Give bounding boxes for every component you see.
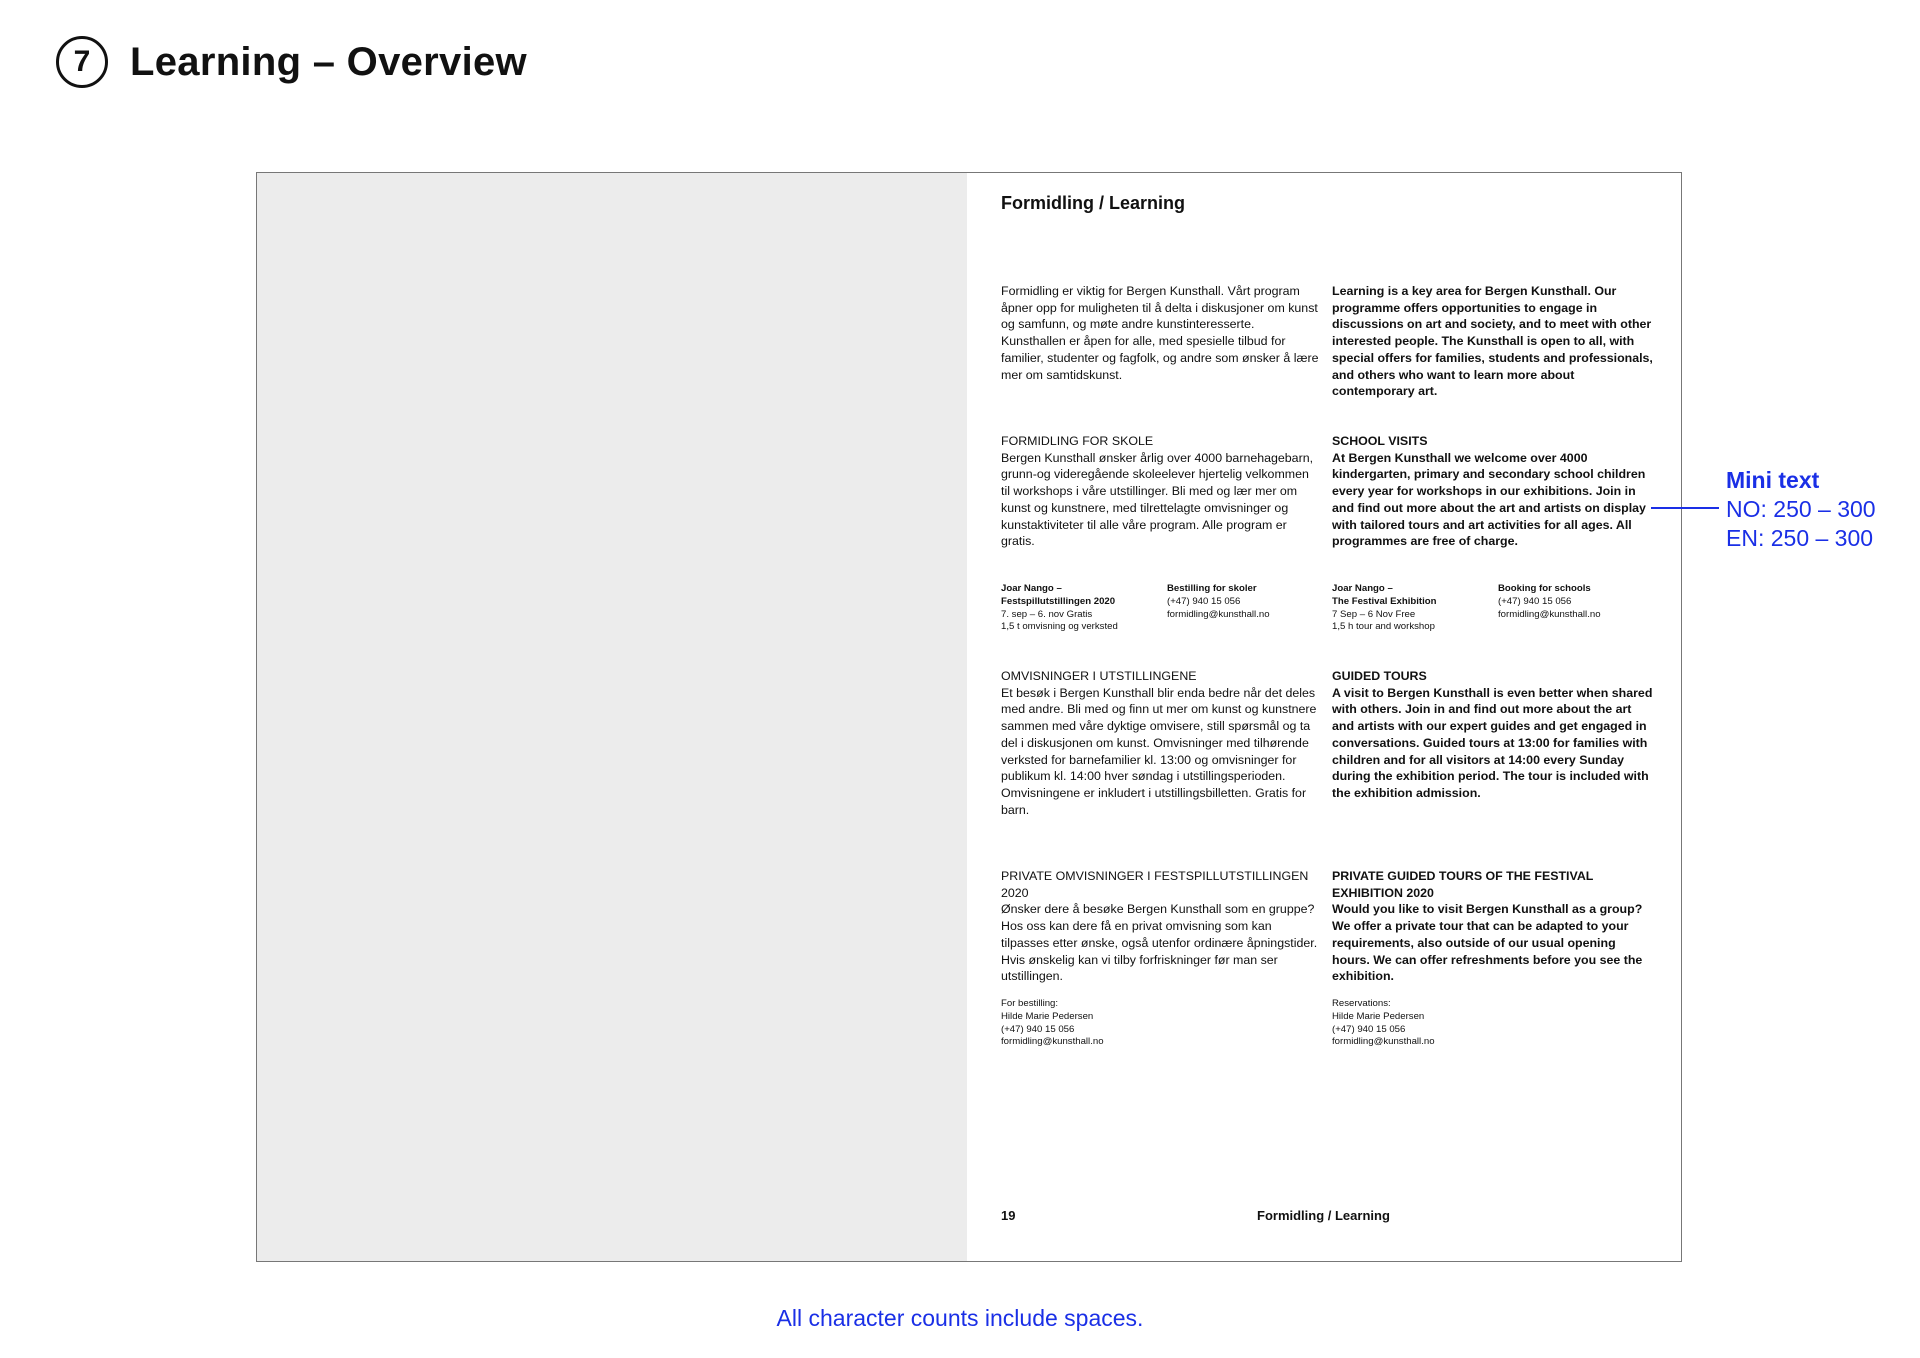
intro-text-no: Formidling er viktig for Bergen Kunsthall. Vårt program åpner opp for muligheten til å delta i diskusjoner om kunst og samfunn, og møte andre kunstinteresserte. Kunsthallen er åpen for alle, med spesielle tilbud for familier, studenter og fagfolk, og andre som ønsker å lære mer om samtidskunst. — [1001, 284, 1319, 382]
brochure-spread — [256, 172, 1682, 1262]
private-contact-en — [1332, 998, 1532, 1049]
right-page — [967, 173, 1681, 1261]
contact-name: Hilde Marie Pedersen — [1332, 1010, 1425, 1022]
info-title: Joar Nango – — [1332, 583, 1393, 594]
contact-phone: (+47) 940 15 056 — [1001, 1023, 1075, 1035]
info-line: 7 Sep – 6 Nov Free — [1332, 608, 1416, 620]
tours-section-en — [1332, 668, 1654, 802]
character-count-note: All character counts include spaces. — [776, 1305, 1144, 1331]
school-section-en — [1332, 433, 1654, 550]
private-body-no: Ønsker dere å besøke Bergen Kunsthall som en gruppe? Hos oss kan dere få en privat omvisning som kan tilpasses etter ønske, også utenfor ordinære åpningstider. Hvis ønskelig kan vi tilby forfriskninger før man ser utstillingen. — [1001, 902, 1318, 984]
annotation-en-count: EN: 250 – 300 — [1726, 525, 1874, 551]
tours-heading-en: GUIDED TOURS — [1332, 669, 1427, 683]
annotation-pointer-line — [1651, 507, 1719, 509]
private-contact-no — [1001, 998, 1201, 1049]
school-info-exhibition-en — [1332, 583, 1492, 634]
info-line: 1,5 t omvisning og verksted — [1001, 621, 1118, 633]
info-subtitle: The Festival Exhibition — [1332, 595, 1437, 607]
tours-body-en: A visit to Bergen Kunsthall is even better when shared with others. Join in and find out more about the art and artists with our expert guides and get engaged in conversations. Guided tours at 13:00 for families with children and for all visitors at 14:00 every Sunday during the exhibition period. The tour is included with the exhibition admission. — [1332, 685, 1653, 800]
school-body-no: Bergen Kunsthall ønsker årlig over 4000 barnehagebarn, grunn-og videregående skoleelever hjertelig velkommen til workshops i våre utstillinger. Bli med og lær mer om kunst og kunstnere, med tilrettelagte omvisninger og kunstaktiviteter til alle våre program. Alle program er gratis. — [1001, 450, 1314, 549]
school-heading-en: SCHOOL VISITS — [1332, 434, 1428, 448]
info-email: formidling@kunsthall.no — [1498, 608, 1601, 620]
footer-section-title: Formidling / Learning — [1257, 1208, 1390, 1223]
section-number-badge: 7 — [56, 36, 108, 88]
private-section-no — [1001, 868, 1319, 985]
school-heading-no: FORMIDLING FOR SKOLE — [1001, 434, 1154, 448]
mini-text-annotation — [1726, 466, 1876, 553]
info-title: Booking for schools — [1498, 583, 1591, 594]
private-body-en: Would you like to visit Bergen Kunsthall as a group? We offer a private tour that can be adapted to your requirements, also outside of our usual opening hours. We can offer refreshments before you see the exhibition. — [1332, 902, 1643, 984]
private-section-en — [1332, 868, 1654, 985]
school-info-exhibition-no — [1001, 583, 1161, 634]
school-info-booking-en — [1498, 583, 1648, 621]
contact-name: Hilde Marie Pedersen — [1001, 1010, 1094, 1022]
contact-label: For bestilling: — [1001, 998, 1059, 1009]
info-email: formidling@kunsthall.no — [1167, 608, 1270, 620]
info-line: 1,5 h tour and workshop — [1332, 621, 1435, 633]
info-subtitle: Festspillutstillingen 2020 — [1001, 595, 1116, 607]
tours-body-no: Et besøk i Bergen Kunsthall blir enda bedre når det deles med andre. Bli med og finn ut mer om kunst og kunstnere sammen med våre dyktige omvisere, still spørsmål og ta del i diskusjonen om kunst. Omvisninger med tilhørende verksted for barnefamilier kl. 13:00 og omvisninger for publikum kl. 14:00 hver søndag i utstillingsperioden. Omvisningene er inkludert i utstillingsbilletten. Gratis for barn. — [1001, 685, 1317, 817]
left-page-image-placeholder — [257, 173, 967, 1261]
info-title: Bestilling for skoler — [1167, 583, 1257, 594]
intro-text-en: Learning is a key area for Bergen Kunsthall. Our programme offers opportunities to engage in discussions on art and society, and to meet with other interested people. The Kunsthall is open to all, with special offers for families, students and professionals, and others who want to learn more about contemporary art. — [1332, 284, 1653, 399]
page-number: 19 — [1001, 1208, 1016, 1223]
annotation-no-count: NO: 250 – 300 — [1726, 496, 1876, 522]
annotation-title: Mini text — [1726, 467, 1820, 493]
contact-phone: (+47) 940 15 056 — [1332, 1023, 1406, 1035]
spread-title: Formidling / Learning — [1001, 193, 1185, 213]
page-title: Learning – Overview — [130, 39, 527, 84]
section-header — [56, 36, 527, 88]
tours-section-no — [1001, 668, 1319, 818]
contact-email: formidling@kunsthall.no — [1001, 1036, 1104, 1048]
info-title: Joar Nango – — [1001, 583, 1062, 594]
school-info-booking-no — [1167, 583, 1317, 621]
school-body-en: At Bergen Kunsthall we welcome over 4000 kindergarten, primary and secondary school children every year for workshops in our exhibitions. Join in and find out more about the art and artists on display with tailored tours and art activities for all ages. All programmes are free of charge. — [1332, 450, 1646, 549]
school-section-no — [1001, 433, 1319, 550]
contact-label: Reservations: — [1332, 998, 1391, 1009]
private-heading-no: PRIVATE OMVISNINGER I FESTSPILLUTSTILLINGEN 2020 — [1001, 869, 1309, 900]
private-heading-en: PRIVATE GUIDED TOURS OF THE FESTIVAL EXHIBITION 2020 — [1332, 869, 1594, 900]
info-line: 7. sep – 6. nov Gratis — [1001, 608, 1093, 620]
info-phone: (+47) 940 15 056 — [1498, 595, 1572, 607]
contact-email: formidling@kunsthall.no — [1332, 1036, 1435, 1048]
info-phone: (+47) 940 15 056 — [1167, 595, 1241, 607]
tours-heading-no: OMVISNINGER I UTSTILLINGENE — [1001, 669, 1197, 683]
